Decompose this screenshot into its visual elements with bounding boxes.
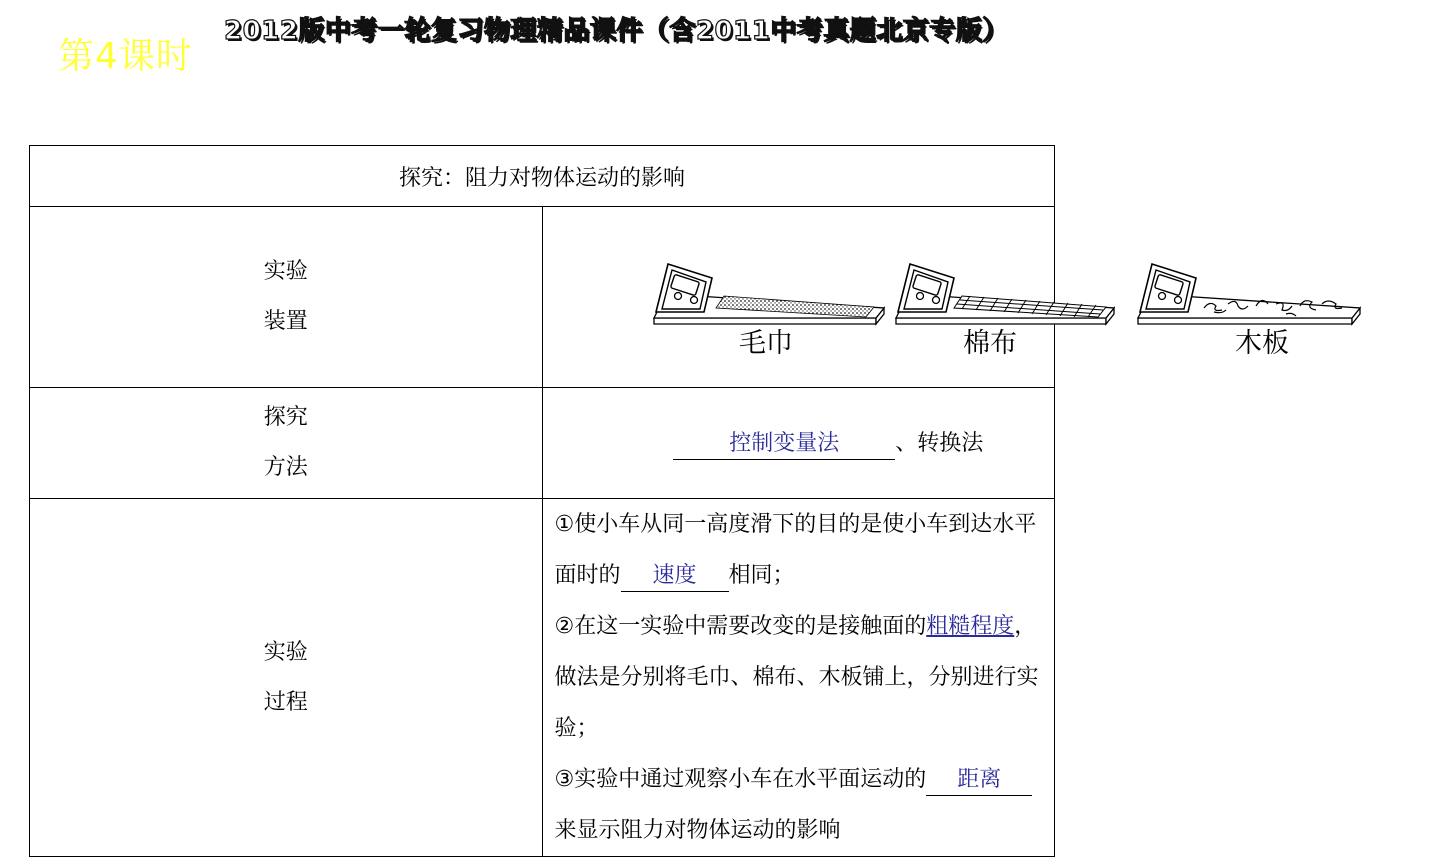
table-row	[30, 207, 1055, 388]
apparatus-figure	[544, 208, 1442, 386]
method-blank	[673, 429, 895, 460]
row-label: 实验 过程	[30, 499, 543, 857]
method-rest: 、转换法	[895, 431, 984, 456]
process-step-2: ②在这一实验中需要改变的是接触面的粗糙程度，做法是分别将毛巾、棉布、木板铺上，分别进行实验；	[554, 614, 1039, 741]
towel-board	[654, 264, 884, 324]
surface-label-wood: 木板	[1234, 328, 1289, 359]
table-row	[30, 499, 1055, 857]
row-label: 探究 方法	[30, 388, 543, 499]
table-title: 探究：阻力对物体运动的影响	[30, 146, 1055, 207]
process-step-3: ③实验中通过观察小车在水平面运动的 距离来显示阻力对物体运动的影响	[555, 754, 1045, 856]
method-cell	[542, 388, 1055, 499]
answer-speed: 速度	[652, 563, 697, 588]
cotton-board	[896, 264, 1114, 324]
wood-board	[1138, 264, 1360, 324]
answer-roughness: 粗糙程度	[926, 614, 1015, 639]
answer-distance: 距离	[957, 767, 1002, 792]
row-label: 实验 装置	[30, 207, 543, 388]
surface-label-cotton: 棉布	[962, 328, 1017, 359]
course-banner: 2012版中考一轮复习物理精品课件（含2011中考真题北京专版）	[224, 16, 1009, 46]
lesson-title: 第4课时	[58, 36, 193, 77]
setup-cell	[542, 207, 1289, 388]
surface-label-towel: 毛巾	[738, 328, 793, 359]
method-answer: 控制变量法	[729, 431, 840, 456]
process-cell	[542, 499, 1055, 857]
process-step-1: ①使小车从同一高度滑下的目的是使小车到达水平面时的 速度 相同；	[555, 499, 1045, 601]
table-row	[30, 388, 1055, 499]
experiment-table	[29, 145, 1289, 857]
